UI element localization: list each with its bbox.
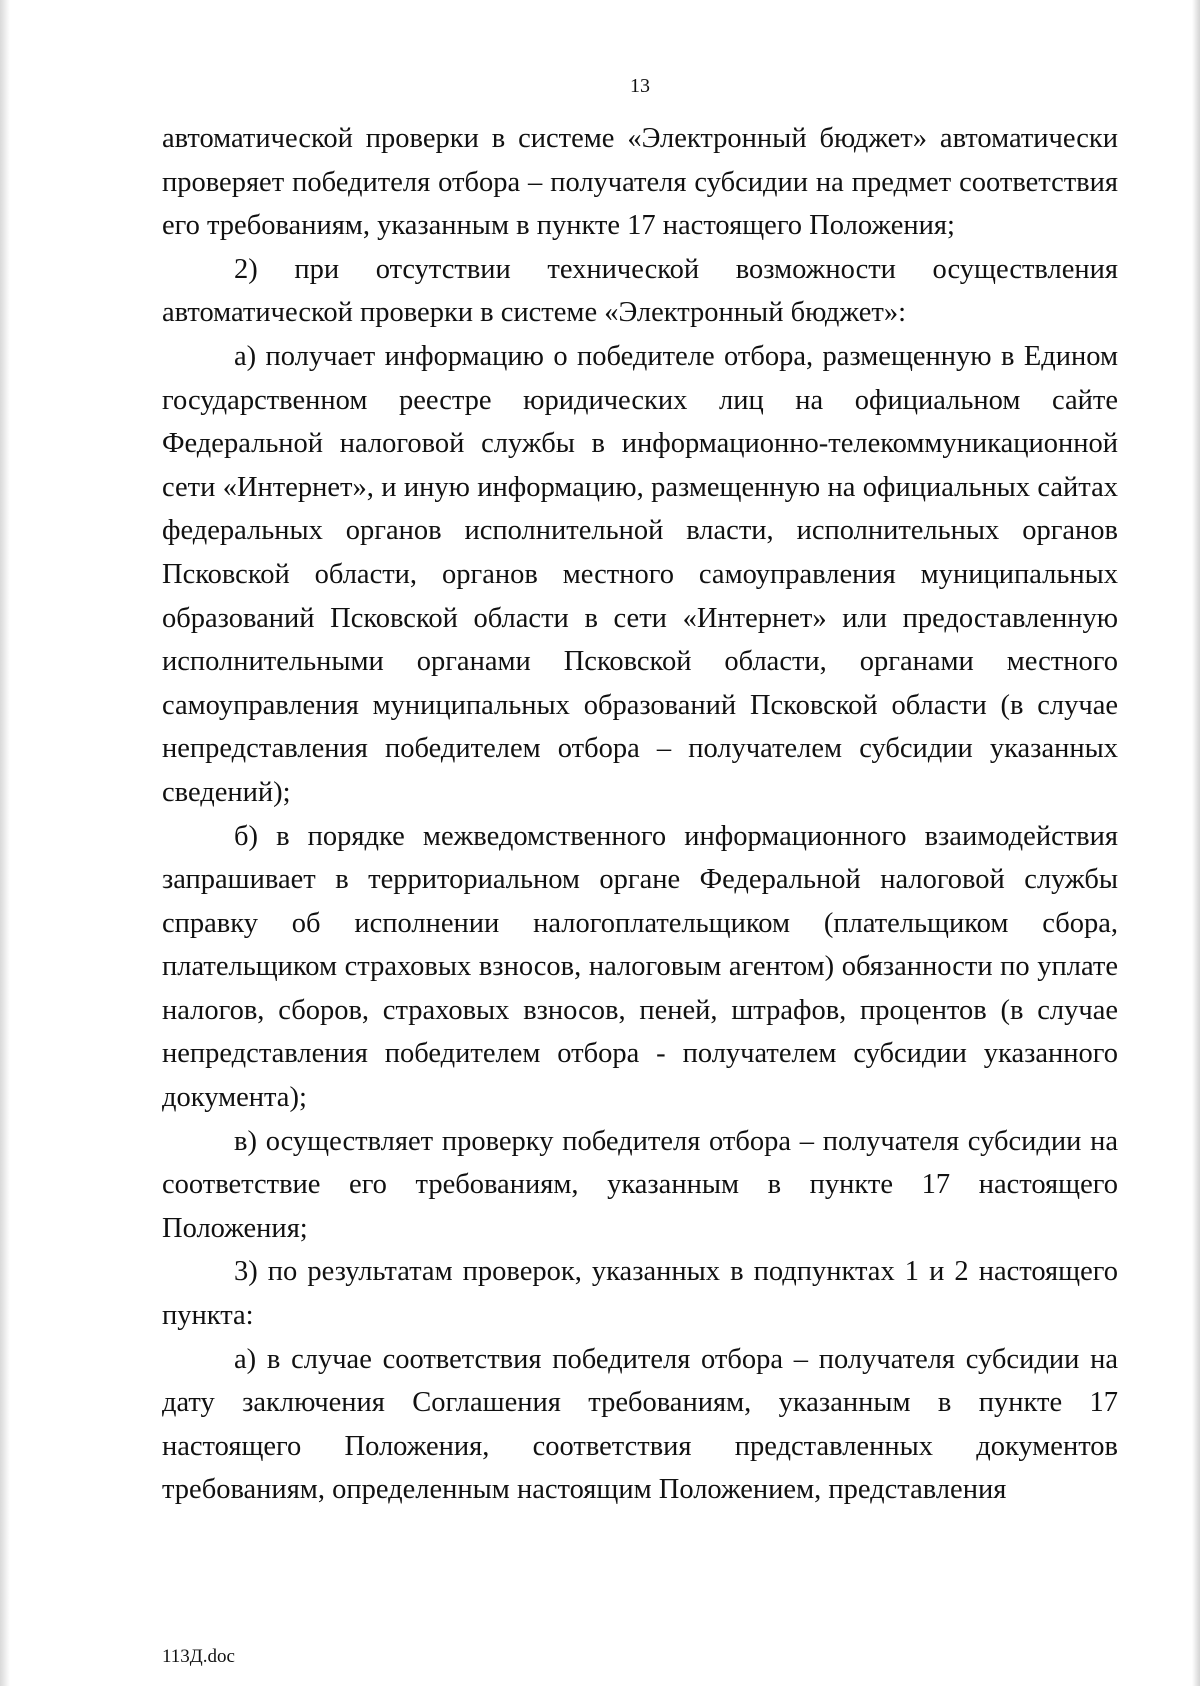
paragraph-subitem-2a: а) получает информацию о победителе отбора, размещенную в Едином государственном реестре юридических лиц на официальном сайте Федеральной налоговой службы в информационно-телекоммуникационной сети «Интернет», и иную информацию, размещенную на официальных сайтах федеральных органов исполнительной власти, исполнительных органов Псковской области, органов местного самоуправления муниципальных образований Псковской области в сети «Интернет» или предоставленную исполнительными органами Псковской области, органами местного самоуправления муниципальных образований Псковской области (в случае непредставления победителем отбора – получателем субсидии указанных сведений); — [162, 340, 1118, 808]
page-number: 13 — [630, 75, 650, 97]
footer-filename: 113Д.doc — [162, 1646, 235, 1667]
paragraph-item-2: 2) при отсутствии технической возможности осуществления автоматической проверки в системе «Электронный бюджет»: — [162, 253, 1118, 329]
scan-edge-right — [1192, 0, 1200, 1686]
paragraph-item-3: 3) по результатам проверок, указанных в подпунктах 1 и 2 настоящего пункта: — [162, 1256, 1118, 1332]
paragraph-subitem-2c: в) осуществляет проверку победителя отбора – получателя субсидии на соответствие его требованиям, указанным в пункте 17 настоящего Положения; — [162, 1125, 1118, 1244]
paragraph-subitem-3a: а) в случае соответствия победителя отбора – получателя субсидии на дату заключения Соглашения требованиям, указанным в пункте 17 настоящего Положения, соответствия представленных документов требованиям, определенным настоящим Положением, представления — [162, 1343, 1118, 1506]
paragraph-subitem-2b: б) в порядке межведомственного информационного взаимодействия запрашивает в территориальном органе Федеральной налоговой службы справку об исполнении налогоплательщиком (плательщиком сбора, плательщиком страховых взносов, налоговым агентом) обязанности по уплате налогов, сборов, страховых взносов, пеней, штрафов, процентов (в случае непредставления победителем отбора - получателем субсидии указанного документа); — [162, 820, 1118, 1114]
document-body — [162, 117, 1118, 1512]
scan-edge-left — [0, 0, 10, 1686]
paragraph-continuation: автоматической проверки в системе «Электронный бюджет» автоматически проверяет победителя отбора – получателя субсидии на предмет соответствия его требованиям, указанным в пункте 17 настоящего Положения; — [162, 123, 1118, 242]
